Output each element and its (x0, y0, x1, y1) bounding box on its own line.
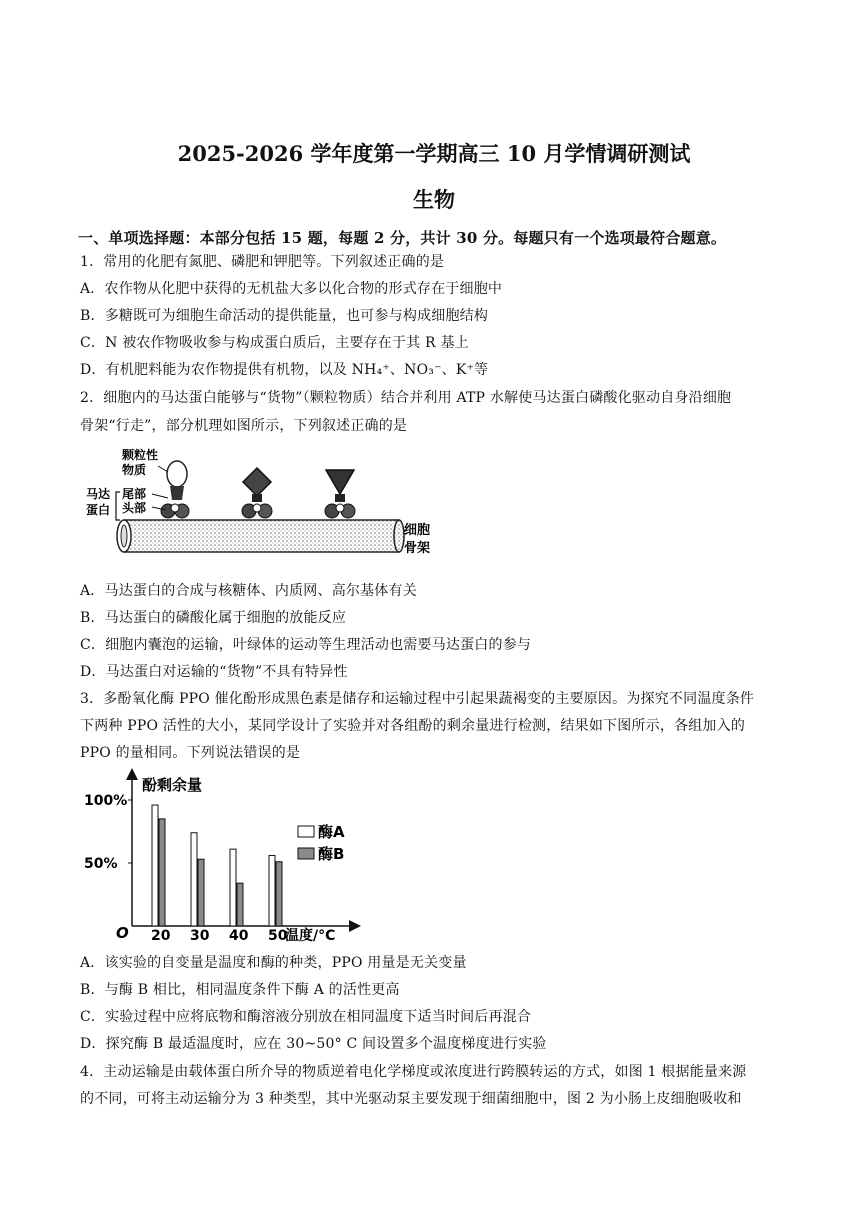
exam-title: 2025-2026 学年度第一学期高三 10 月学情调研测试 (177, 141, 691, 166)
subject-title: 生物 (413, 187, 455, 212)
label-tail: 尾部 (122, 487, 147, 501)
y-tick-label: 50% (84, 856, 118, 872)
q2-option-a: A．马达蛋白的合成与核糖体、内质网、高尔基体有关 (80, 583, 417, 599)
bar-酶B-30 (198, 859, 204, 926)
bar-酶B-40 (237, 883, 243, 926)
ppo-bar-chart (80, 768, 380, 948)
motor-protein-2 (242, 468, 272, 518)
q3-stem-line3: PPO 的量相同。下列说法错误的是 (80, 745, 301, 761)
origin-label: O (116, 924, 129, 942)
motor-protein-3 (325, 470, 355, 518)
y-tick-label: 100% (84, 793, 128, 809)
label-skeleton-2: 骨架 (404, 541, 431, 556)
x-tick-label: 20 (151, 928, 171, 944)
legend-label-酶A: 酶A (318, 823, 345, 841)
bar-酶A-20 (152, 805, 158, 926)
cytoskeleton-tube (117, 520, 404, 552)
bar-酶A-30 (191, 833, 197, 926)
bar-酶A-50 (269, 855, 275, 926)
motor-protein-figure (82, 444, 442, 564)
bar-酶B-20 (159, 819, 165, 926)
legend-label-酶B: 酶B (318, 845, 345, 863)
q3-stem-line1: 3．多酚氧化酶 PPO 催化酚形成黑色素是储存和运输过程中引起果蔬褐变的主要原因。为探究不同温度条件 (80, 691, 755, 707)
q4-stem-line2: 的不同，可将主动运输分为 3 种类型，其中光驱动泵主要发现于细菌细胞中，图 2 为小肠上皮细胞吸收和 (80, 1091, 742, 1107)
label-particle-2: 物质 (122, 463, 147, 477)
legend-swatch-酶B (298, 848, 314, 859)
q1-stem: 1．常用的化肥有氮肥、磷肥和钾肥等。下列叙述正确的是 (80, 254, 445, 270)
q1-option-b: B．多糖既可为细胞生命活动的提供能量，也可参与构成细胞结构 (80, 308, 489, 324)
x-axis-label: 温度/°C (285, 928, 336, 944)
label-particle-1: 颗粒性 (122, 448, 159, 462)
x-tick-label: 50 (268, 928, 288, 944)
q1-option-d: D．有机肥料能为农作物提供有机物，以及 NH₄⁺、NO₃⁻、K⁺等 (80, 362, 489, 378)
q2-option-c: C．细胞内囊泡的运输，叶绿体的运动等生理活动也需要马达蛋白的参与 (80, 637, 532, 653)
section-heading: 一、单项选择题：本部分包括 15 题，每题 2 分，共计 30 分。每题只有一个选项最符合题意。 (78, 229, 727, 247)
q3-stem-line2: 下两种 PPO 活性的大小，某同学设计了实验并对各组酚的剩余量进行检测，结果如下图所示，各组加入的 (80, 718, 746, 734)
label-motor-1: 马达 (86, 487, 111, 501)
q2-option-d: D．马达蛋白对运输的“货物”不具有特异性 (80, 664, 348, 680)
q3-option-c: C．实验过程中应将底物和酶溶液分别放在相同温度下适当时间后再混合 (80, 1009, 532, 1025)
q2-option-b: B．马达蛋白的磷酸化属于细胞的放能反应 (80, 610, 347, 626)
x-tick-label: 40 (229, 928, 249, 944)
q3-option-b: B．与酶 B 相比，相同温度条件下酶 A 的活性更高 (80, 982, 400, 998)
q3-option-d: D．探究酶 B 最适温度时，应在 30~50° C 间设置多个温度梯度进行实验 (80, 1036, 547, 1052)
y-axis-label: 酚剩余量 (142, 776, 203, 794)
bar-酶B-50 (276, 862, 282, 926)
label-head: 头部 (122, 501, 147, 515)
q1-option-c: C．N 被农作物吸收参与构成蛋白质后，主要存在于其 R 基上 (80, 335, 469, 351)
label-skeleton-1: 细胞 (404, 523, 431, 538)
q4-stem-line1: 4．主动运输是由载体蛋白所介导的物质逆着电化学梯度或浓度进行跨膜转运的方式，如图 1 根据能量来源 (80, 1064, 747, 1080)
q2-stem-line1: 2．细胞内的马达蛋白能够与“货物”（颗粒物质）结合并利用 ATP 水解使马达蛋白磷酸化驱动自身沿细胞 (80, 390, 732, 406)
q1-option-a: A．农作物从化肥中获得的无机盐大多以化合物的形式存在于细胞中 (80, 281, 503, 297)
x-tick-label: 30 (190, 928, 210, 944)
legend-swatch-酶A (298, 826, 314, 837)
bar-酶A-40 (230, 849, 236, 926)
q3-option-a: A．该实验的自变量是温度和酶的种类，PPO 用量是无关变量 (80, 955, 467, 971)
q2-stem-line2: 骨架“行走”，部分机理如图所示，下列叙述正确的是 (80, 418, 408, 434)
label-motor-2: 蛋白 (86, 503, 111, 517)
